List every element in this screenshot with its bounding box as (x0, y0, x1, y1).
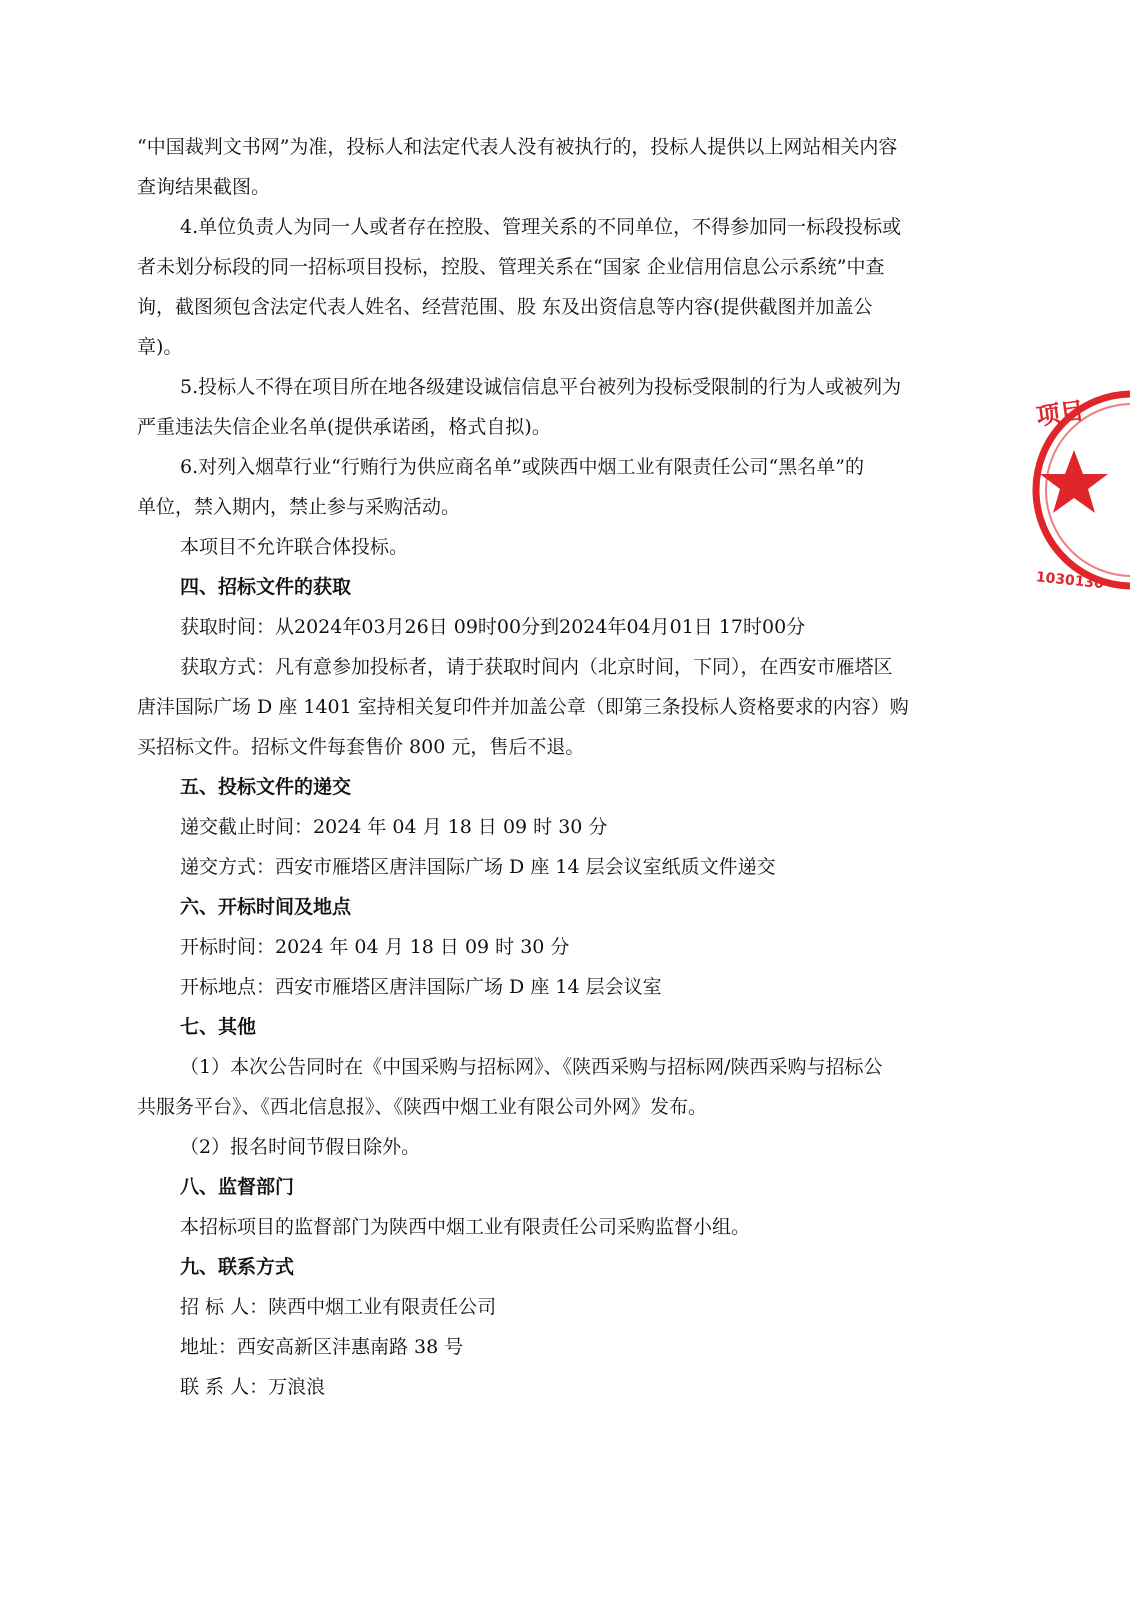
requirement-6-line: 6.对列入烟草行业“行贿行为供应商名单”或陕西中烟工业有限责任公司“黑名单”的 (180, 456, 864, 478)
consortium-note: 本项目不允许联合体投标。 (180, 536, 409, 558)
opening-time: 开标时间：2024 年 04 月 18 日 09 时 30 分 (180, 936, 570, 958)
seal-top-text: 项目 (1034, 395, 1086, 431)
official-seal (1032, 380, 1130, 600)
requirement-6-line: 单位，禁入期内，禁止参与采购活动。 (137, 496, 461, 518)
seal-bottom-text: 1030130 (1035, 569, 1105, 593)
requirement-4-line: 者未划分标段的同一招标项目投标，控股、管理关系在“国家 企业信用信息公示系统”中查 (137, 256, 885, 278)
requirement-4-line: 章)。 (137, 336, 183, 358)
other-item-2: （2）报名时间节假日除外。 (180, 1136, 421, 1158)
section-7-heading: 七、其他 (180, 1016, 257, 1038)
paragraph-line: “中国裁判文书网”为准，投标人和法定代表人没有被执行的，投标人提供以上网站相关内容 (137, 136, 898, 158)
acquisition-method-line: 买招标文件。招标文件每套售价 800 元，售后不退。 (137, 736, 585, 758)
contact-tenderer: 招 标 人：陕西中烟工业有限责任公司 (180, 1296, 497, 1318)
supervision-text: 本招标项目的监督部门为陕西中烟工业有限责任公司采购监督小组。 (180, 1216, 751, 1238)
seal-graphic (1032, 380, 1130, 600)
contact-person: 联 系 人：万浪浪 (180, 1376, 326, 1398)
acquisition-method-line: 获取方式：凡有意参加投标者，请于获取时间内（北京时间，下同），在西安市雁塔区 (180, 656, 893, 678)
acquisition-time: 获取时间：从2024年03月26日 09时00分到2024年04月01日 17时00分 (180, 616, 806, 638)
section-5-heading: 五、投标文件的递交 (180, 776, 352, 798)
section-6-heading: 六、开标时间及地点 (180, 896, 352, 918)
requirement-4-line: 4.单位负责人为同一人或者存在控股、管理关系的不同单位，不得参加同一标段投标或 (180, 216, 902, 238)
section-4-heading: 四、招标文件的获取 (180, 576, 352, 598)
other-item-1-line: （1）本次公告同时在《中国采购与招标网》、《陕西采购与招标网/陕西采购与招标公 (180, 1056, 883, 1078)
requirement-5-line: 5.投标人不得在项目所在地各级建设诚信信息平台被列为投标受限制的行为人或被列为 (180, 376, 902, 398)
submission-method: 递交方式：西安市雁塔区唐沣国际广场 D 座 14 层会议室纸质文件递交 (180, 856, 776, 878)
submission-deadline: 递交截止时间：2024 年 04 月 18 日 09 时 30 分 (180, 816, 608, 838)
paragraph-line: 查询结果截图。 (137, 176, 271, 198)
acquisition-method-line: 唐沣国际广场 D 座 1401 室持相关复印件并加盖公章（即第三条投标人资格要求的内容）购 (137, 696, 909, 718)
seal-star-icon (1040, 450, 1108, 513)
other-item-1-line: 共服务平台》、《西北信息报》、《陕西中烟工业有限公司外网》发布。 (137, 1096, 708, 1118)
opening-place: 开标地点：西安市雁塔区唐沣国际广场 D 座 14 层会议室 (180, 976, 662, 998)
contact-address: 地址：西安高新区沣惠南路 38 号 (180, 1336, 464, 1358)
section-8-heading: 八、监督部门 (180, 1176, 295, 1198)
requirement-4-line: 询，截图须包含法定代表人姓名、经营范围、股 东及出资信息等内容(提供截图并加盖公 (137, 296, 873, 318)
section-9-heading: 九、联系方式 (180, 1256, 295, 1278)
requirement-5-line: 严重违法失信企业名单(提供承诺函，格式自拟)。 (137, 416, 551, 438)
